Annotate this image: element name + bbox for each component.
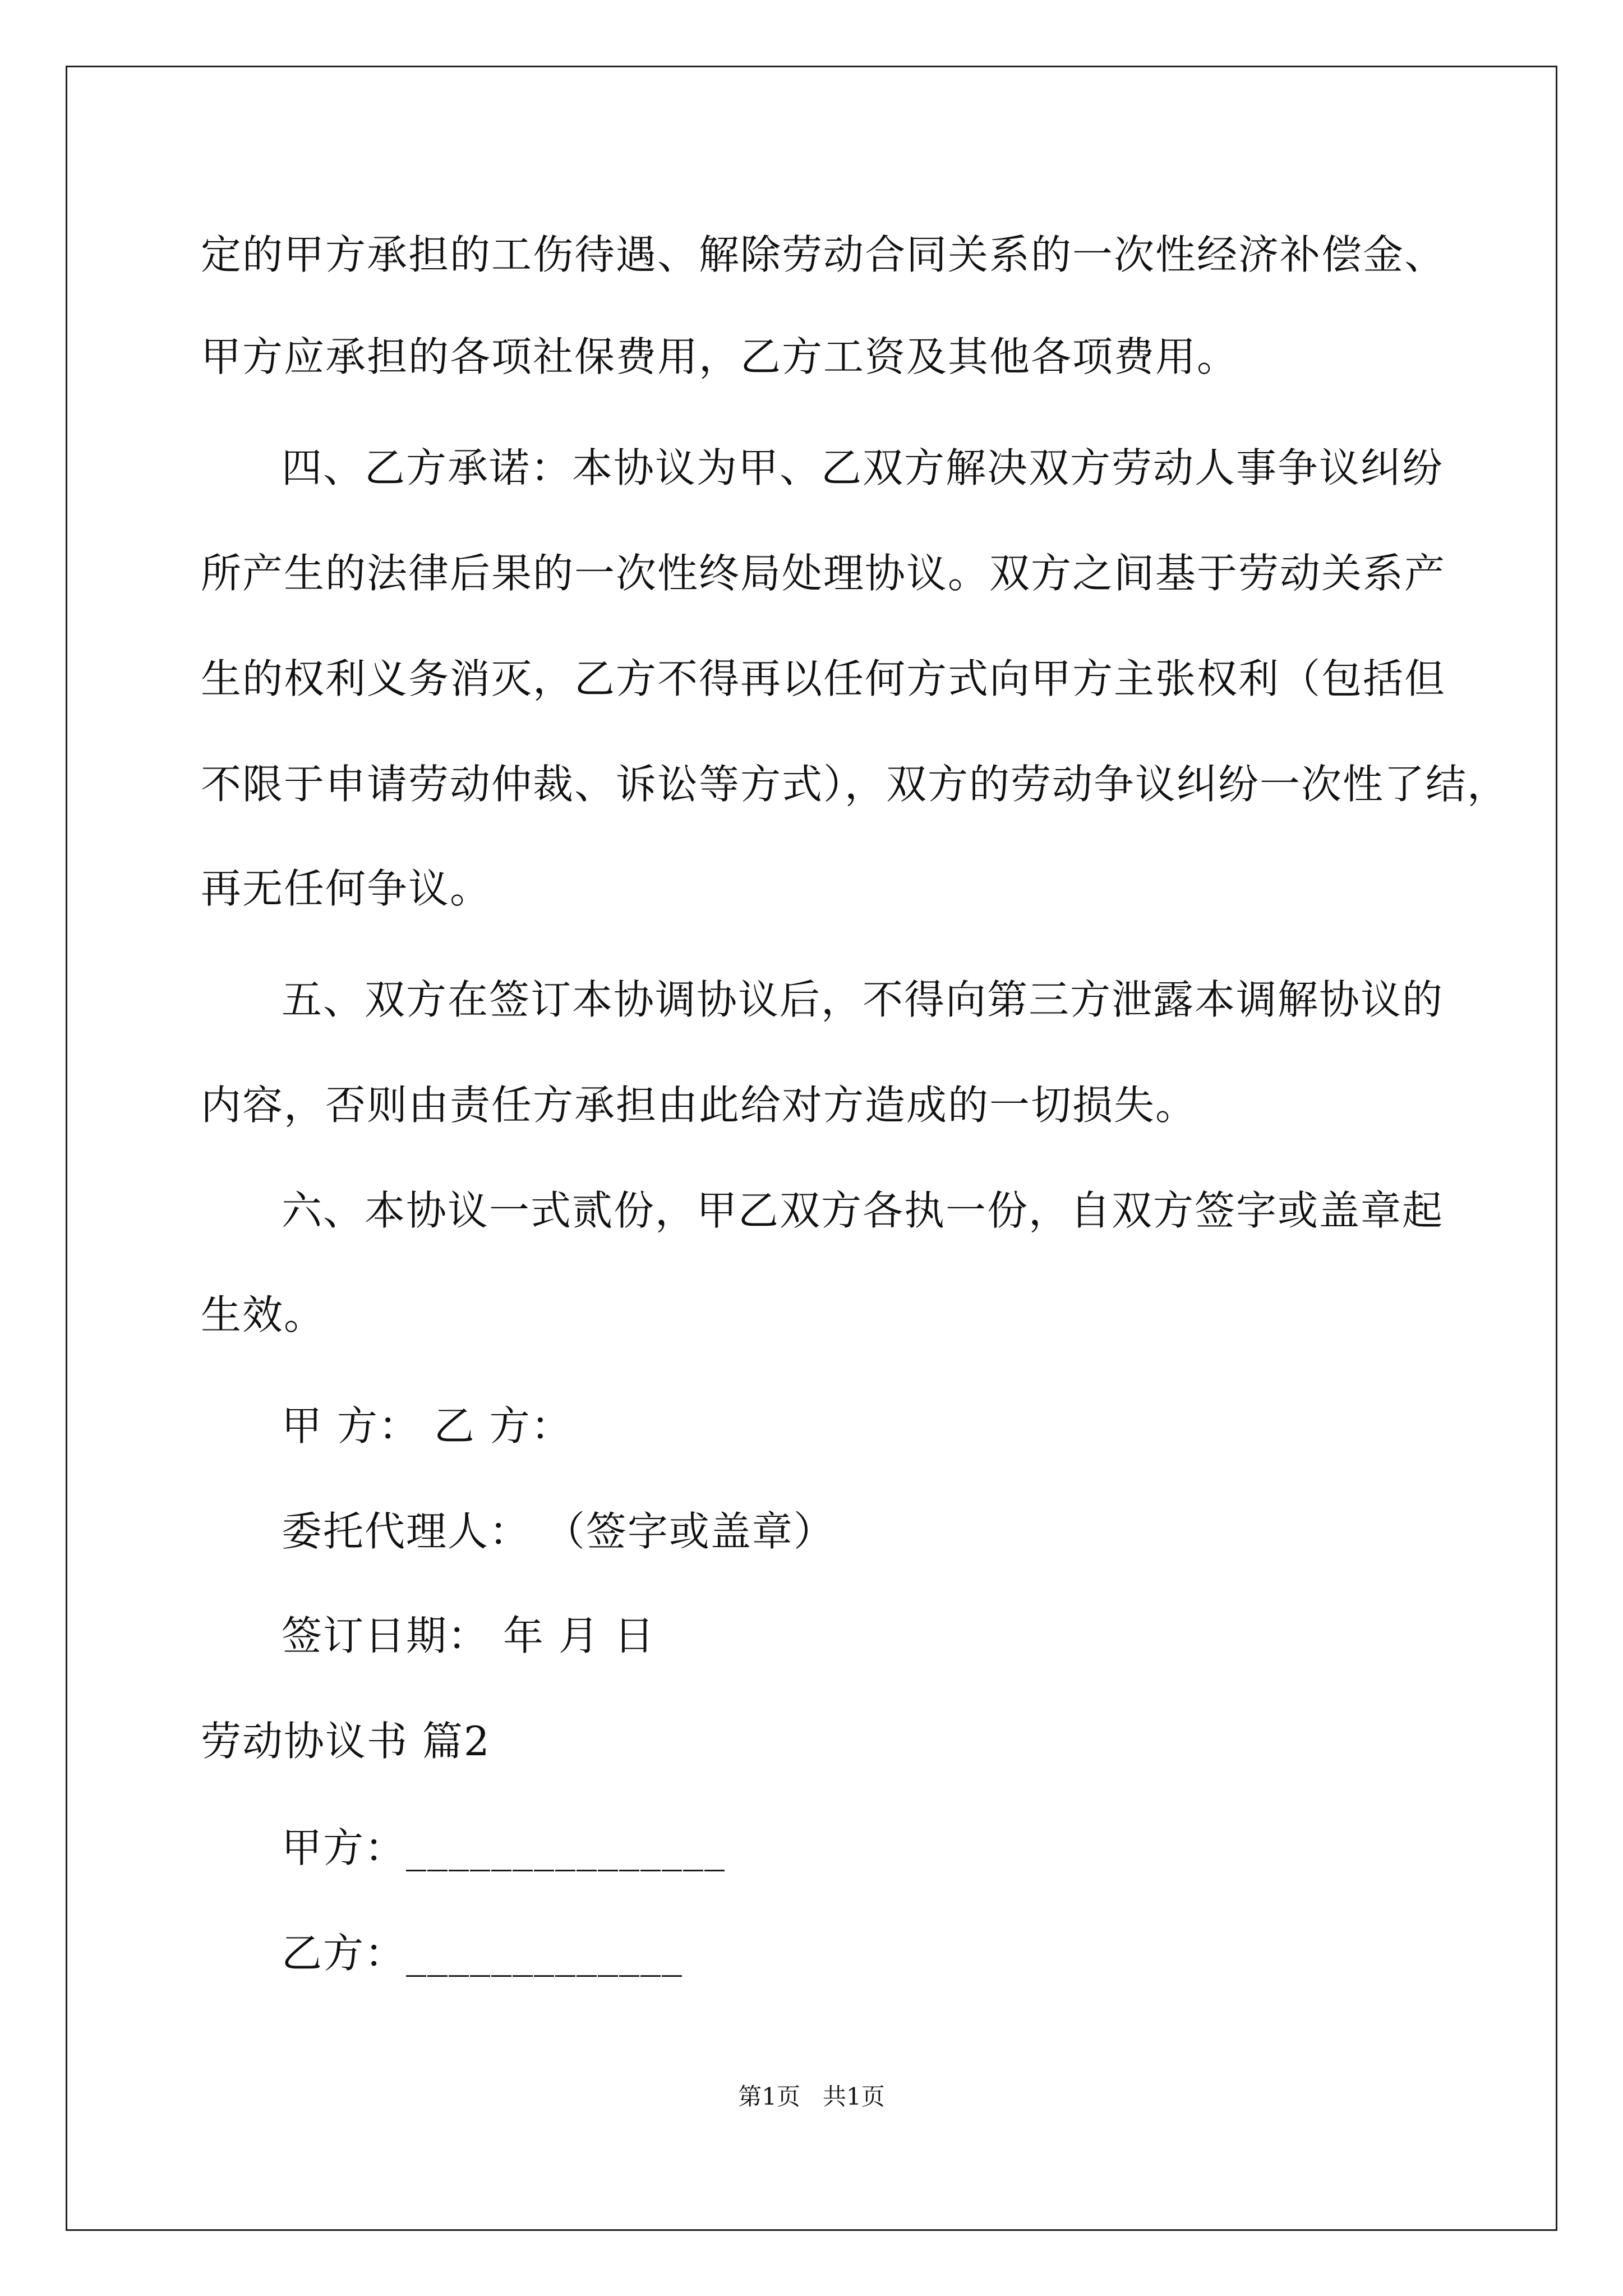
clause-4-line-1: 四、乙方承诺：本协议为甲、乙双方解决双方劳动人事争议纠纷 bbox=[282, 444, 1444, 491]
clause-5-line-1: 五、双方在签订本协调协议后，不得向第三方泄露本调解协议的 bbox=[282, 976, 1444, 1023]
clause-4-line-4: 不限于申请劳动仲裁、诉讼等方式），双方的劳动争议纠纷一次性了结， bbox=[201, 761, 1509, 808]
clause-4-line-2: 所产生的法律后果的一次性终局处理协议。双方之间基于劳动关系产 bbox=[201, 550, 1446, 597]
paragraph-3-line-2: 甲方应承担的各项社保费用，乙方工资及其他各项费用。 bbox=[201, 333, 1239, 380]
clause-6-line-2: 生效。 bbox=[201, 1291, 326, 1338]
clause-5-line-2: 内容，否则由责任方承担由此给对方造成的一切损失。 bbox=[201, 1082, 1197, 1129]
clause-6-line-1: 六、本协议一式贰份，甲乙双方各执一份，自双方签字或盖章起 bbox=[282, 1187, 1444, 1234]
party-b-field: 乙方：_____________ bbox=[282, 1930, 684, 1977]
page-footer: 第1页 共1页 bbox=[738, 2083, 885, 2110]
paragraph-3-line-1: 定的甲方承担的工伤待遇、解除劳动合同关系的一次性经济补偿金、 bbox=[201, 231, 1446, 278]
agent-signature-line: 委托代理人： （签字或盖章） bbox=[282, 1508, 835, 1555]
clause-4-line-3: 生的权利义务消灭，乙方不得再以任何方式向甲方主张权利（包括但 bbox=[201, 655, 1446, 702]
party-labels: 甲 方： 乙 方： bbox=[282, 1402, 573, 1450]
clause-4-line-5: 再无任何争议。 bbox=[201, 865, 492, 912]
page-border bbox=[66, 66, 1557, 2231]
sign-date-line: 签订日期： 年 月 日 bbox=[282, 1612, 656, 1659]
party-a-field: 甲方：_______________ bbox=[282, 1824, 726, 1871]
section-heading: 劳动协议书 篇2 bbox=[201, 1718, 491, 1765]
